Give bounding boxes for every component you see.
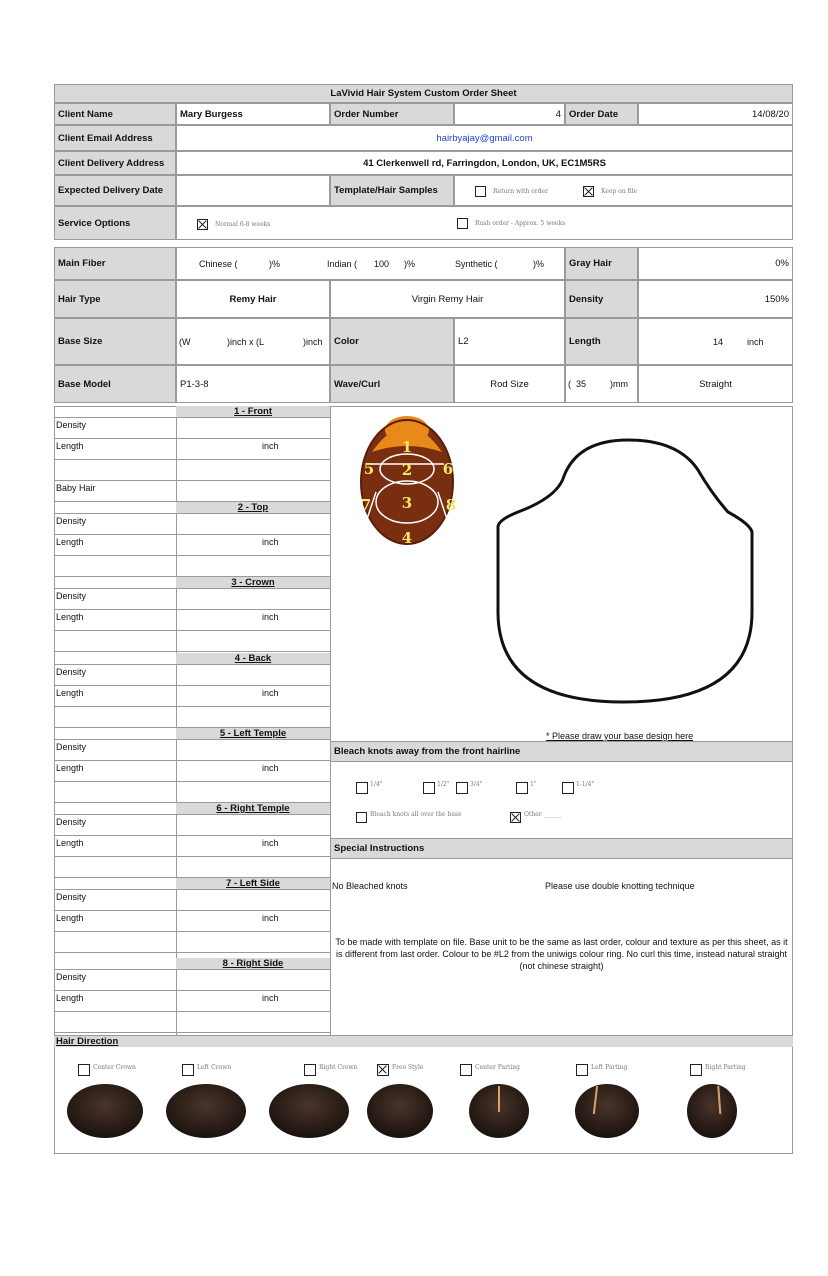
zone-back-header	[176, 653, 330, 664]
rod-size-label: Rod Size	[454, 365, 565, 403]
head-number-7: 7	[360, 496, 372, 514]
density-label: Density	[565, 280, 638, 318]
hair-type-remy[interactable]: Remy Hair	[176, 280, 330, 318]
left-crown-checkbox[interactable]	[182, 1061, 194, 1079]
delivery-label: Expected Delivery Date	[54, 175, 176, 206]
bleach-title: Bleach knots away from the front hairline	[330, 741, 793, 762]
zone-left-temple-header	[176, 728, 330, 739]
indian-label: Indian (	[327, 259, 358, 269]
head-number-8: 8	[445, 496, 457, 514]
free-style-hair-image	[366, 1082, 434, 1140]
zone-length-label: Length	[56, 838, 84, 848]
zone-title: 7 - Left Side	[226, 878, 280, 889]
zone-density-label: Density	[56, 591, 87, 601]
hair-direction-title-text: Hair Direction	[56, 1036, 119, 1047]
zone-length-input[interactable]	[177, 911, 329, 930]
hair-type-virgin[interactable]: Virgin Remy Hair	[330, 280, 565, 318]
right-parting-hair-image	[686, 1082, 738, 1140]
zone-density-label: Density	[56, 892, 87, 902]
email-label: Client Email Address	[54, 125, 176, 151]
zone-density-input[interactable]	[177, 890, 329, 909]
length-value: 14	[713, 337, 724, 347]
base-size-w: (W	[179, 337, 191, 347]
zone-length-label: Length	[56, 441, 84, 451]
rod-value: 35	[576, 379, 587, 389]
special-body[interactable]: To be made with template on file. Base unit to be the same as last order, colour and texture as per this sheet, as it is different from last order. Colour to be #L2 from the uniwigs colour ring. No curl this time, instead natural straight (not chinese straight)	[335, 937, 788, 971]
address-label: Client Delivery Address	[54, 151, 176, 175]
head-number-6: 6	[442, 460, 454, 478]
zone-density-label: Density	[56, 742, 87, 752]
center-parting-hair-image	[468, 1082, 530, 1140]
keep-checkbox[interactable]	[583, 186, 594, 197]
rod-size-value[interactable]	[565, 365, 638, 403]
zone-title: 5 - Left Temple	[219, 728, 287, 739]
zone-density-input[interactable]	[177, 815, 329, 834]
zone-length-unit: inch	[262, 993, 279, 1003]
density-value[interactable]: 150%	[638, 280, 793, 318]
free-style-checkbox[interactable]	[377, 1061, 389, 1079]
base-size-inch: )inch	[303, 337, 323, 347]
hair-type-label: Hair Type	[54, 280, 176, 318]
length-value-cell[interactable]	[638, 318, 793, 365]
zone-density-input[interactable]	[177, 589, 329, 608]
zone-length-label: Length	[56, 537, 84, 547]
zone-length-input[interactable]	[177, 439, 329, 458]
left-parting-label: Left Parting	[591, 1064, 628, 1071]
hair-direction-title	[54, 1036, 793, 1047]
bleach-quarter-label: 1/4"	[370, 781, 383, 788]
zone-density-label: Density	[56, 817, 87, 827]
indian-pct: )%	[404, 259, 415, 269]
order-date-label: Order Date	[565, 103, 638, 125]
zone-right-temple-header	[176, 803, 330, 814]
bleach-other-checkbox[interactable]	[510, 809, 521, 827]
zone-length-unit: inch	[262, 913, 279, 923]
zone-title: 3 - Crown	[231, 577, 275, 588]
zone-length-input[interactable]	[177, 686, 329, 705]
color-label: Color	[330, 318, 454, 365]
bleach-one-checkbox[interactable]	[516, 779, 528, 797]
chinese-pct: )%	[269, 259, 280, 269]
zone-top-header	[176, 502, 330, 513]
synthetic-pct: )%	[533, 259, 544, 269]
left-crown-label: Left Crown	[197, 1064, 232, 1071]
base-design-canvas[interactable]	[488, 432, 760, 708]
zone-density-input[interactable]	[177, 740, 329, 759]
base-size-label: Base Size	[54, 318, 176, 365]
client-name-label: Client Name	[54, 103, 176, 125]
zone-density-label: Density	[56, 667, 87, 677]
special-left-note[interactable]: No Bleached knots	[332, 881, 408, 891]
free-style-label: Free Style	[392, 1064, 424, 1071]
zone-length-unit: inch	[262, 441, 279, 451]
zone-length-unit: inch	[262, 688, 279, 698]
zone-length-label: Length	[56, 763, 84, 773]
right-parting-label: Right Parting	[705, 1064, 746, 1071]
zone-length-label: Length	[56, 612, 84, 622]
client-name-value[interactable]: Mary Burgess	[176, 103, 330, 125]
center-crown-hair-image	[66, 1082, 144, 1140]
left-crown-hair-image	[165, 1082, 247, 1140]
special-title: Special Instructions	[330, 838, 793, 859]
chinese-label: Chinese (	[199, 259, 238, 269]
zone-density-input[interactable]	[177, 970, 329, 989]
main-fiber-options	[176, 247, 565, 280]
right-crown-label: Right Crown	[319, 1064, 358, 1071]
bleach-one-quarter-label: 1-1/4"	[576, 781, 595, 788]
center-parting-checkbox[interactable]	[460, 1061, 472, 1079]
zone-length-unit: inch	[262, 838, 279, 848]
normal-checkbox[interactable]	[197, 219, 208, 230]
head-number-3: 3	[401, 494, 413, 512]
bleach-quarter-checkbox[interactable]	[356, 779, 368, 797]
bleach-one-quarter-checkbox[interactable]	[562, 779, 574, 797]
zone-baby-hair-label: Baby Hair	[56, 483, 96, 493]
wave-value[interactable]: Straight	[638, 365, 793, 403]
zone-length-label: Length	[56, 913, 84, 923]
zone-title: 2 - Top	[237, 502, 269, 513]
zone-length-input[interactable]	[177, 535, 329, 554]
zone-right-side-header	[176, 958, 330, 969]
draw-note: * Please draw your base design here	[546, 731, 694, 741]
zone-length-unit: inch	[262, 537, 279, 547]
bleach-half-checkbox[interactable]	[423, 779, 435, 797]
zone-title: 1 - Front	[234, 406, 272, 417]
rod-open: (	[568, 379, 571, 389]
service-label: Service Options	[54, 206, 176, 240]
zone-title: 6 - Right Temple	[216, 803, 290, 814]
zone-front-header	[176, 406, 330, 417]
bleach-options	[330, 762, 793, 838]
zone-length-input[interactable]	[177, 991, 329, 1010]
base-model-label: Base Model	[54, 365, 176, 403]
gray-hair-label: Gray Hair	[565, 247, 638, 280]
zone-length-label: Length	[56, 688, 84, 698]
indian-value[interactable]: 100	[374, 259, 390, 269]
left-parting-checkbox[interactable]	[576, 1061, 588, 1079]
center-crown-checkbox[interactable]	[78, 1061, 90, 1079]
service-options	[176, 206, 793, 240]
bleach-all-over-checkbox[interactable]	[356, 809, 367, 827]
special-right-note[interactable]: Please use double knotting technique	[545, 881, 695, 891]
return-checkbox[interactable]	[475, 186, 486, 197]
zone-crown-header	[176, 577, 330, 588]
zone-left-side-header	[176, 878, 330, 889]
base-model-value[interactable]: P1-3-8	[176, 365, 330, 403]
zone-title: 8 - Right Side	[222, 958, 284, 969]
center-parting-label: Center Parting	[475, 1064, 520, 1071]
zone-length-unit: inch	[262, 763, 279, 773]
zone-density-input[interactable]	[177, 418, 329, 437]
wave-label: Wave/Curl	[330, 365, 454, 403]
color-value[interactable]: L2	[454, 318, 565, 365]
order-date-value[interactable]: 14/08/20	[638, 103, 793, 125]
left-parting-hair-image	[574, 1082, 640, 1140]
template-options	[454, 175, 793, 206]
rush-checkbox[interactable]	[457, 218, 468, 229]
keep-label: Keep on file	[601, 188, 638, 195]
bleach-all-over-label: Bleach knots all over the base	[370, 811, 462, 818]
bleach-one-label: 1"	[530, 781, 537, 788]
zone-density-input[interactable]	[177, 514, 329, 533]
zone-length-unit: inch	[262, 612, 279, 622]
sheet-title: LaVivid Hair System Custom Order Sheet	[54, 84, 793, 103]
head-number-2: 2	[401, 461, 413, 479]
base-size-inch-x-l: )inch x (L	[227, 337, 265, 347]
bleach-three-quarter-checkbox[interactable]	[456, 779, 468, 797]
bleach-other-label: Other ______	[524, 811, 562, 818]
head-number-5: 5	[363, 460, 375, 478]
rush-label: Rush order - Approx. 5 weeks	[475, 220, 566, 227]
synthetic-label: Synthetic (	[455, 259, 498, 269]
right-crown-checkbox[interactable]	[304, 1061, 316, 1079]
zone-density-label: Density	[56, 516, 87, 526]
length-label: Length	[565, 318, 638, 365]
return-label: Return with order	[493, 188, 548, 195]
template-label: Template/Hair Samples	[330, 175, 454, 206]
zone-length-input[interactable]	[177, 610, 329, 629]
delivery-value[interactable]	[176, 175, 330, 206]
zone-density-input[interactable]	[177, 665, 329, 684]
order-number-value[interactable]: 4	[454, 103, 565, 125]
normal-label: Normal 6-8 weeks	[215, 221, 271, 228]
base-size-value[interactable]	[176, 318, 330, 365]
zone-title: 4 - Back	[234, 653, 272, 664]
zone-length-label: Length	[56, 993, 84, 1003]
order-number-label: Order Number	[330, 103, 454, 125]
head-number-1: 1	[401, 438, 413, 456]
zone-density-label: Density	[56, 420, 87, 430]
zone-density-label: Density	[56, 972, 87, 982]
zone-length-input[interactable]	[177, 836, 329, 855]
length-unit: inch	[747, 337, 764, 347]
gray-hair-value[interactable]: 0%	[638, 247, 793, 280]
head-number-4: 4	[401, 529, 413, 547]
rod-mm: )mm	[610, 379, 628, 389]
center-crown-label: Center Crown	[93, 1064, 136, 1071]
email-value[interactable]: hairbyajay@gmail.com	[176, 125, 793, 151]
right-crown-hair-image	[268, 1082, 350, 1140]
head-zone-diagram	[356, 412, 460, 548]
main-fiber-label: Main Fiber	[54, 247, 176, 280]
bleach-three-quarter-label: 3/4"	[470, 781, 483, 788]
address-value[interactable]: 41 Clerkenwell rd, Farringdon, London, UK, EC1M5RS	[176, 151, 793, 175]
zone-length-input[interactable]	[177, 761, 329, 780]
right-parting-checkbox[interactable]	[690, 1061, 702, 1079]
bleach-half-label: 1/2"	[437, 781, 450, 788]
